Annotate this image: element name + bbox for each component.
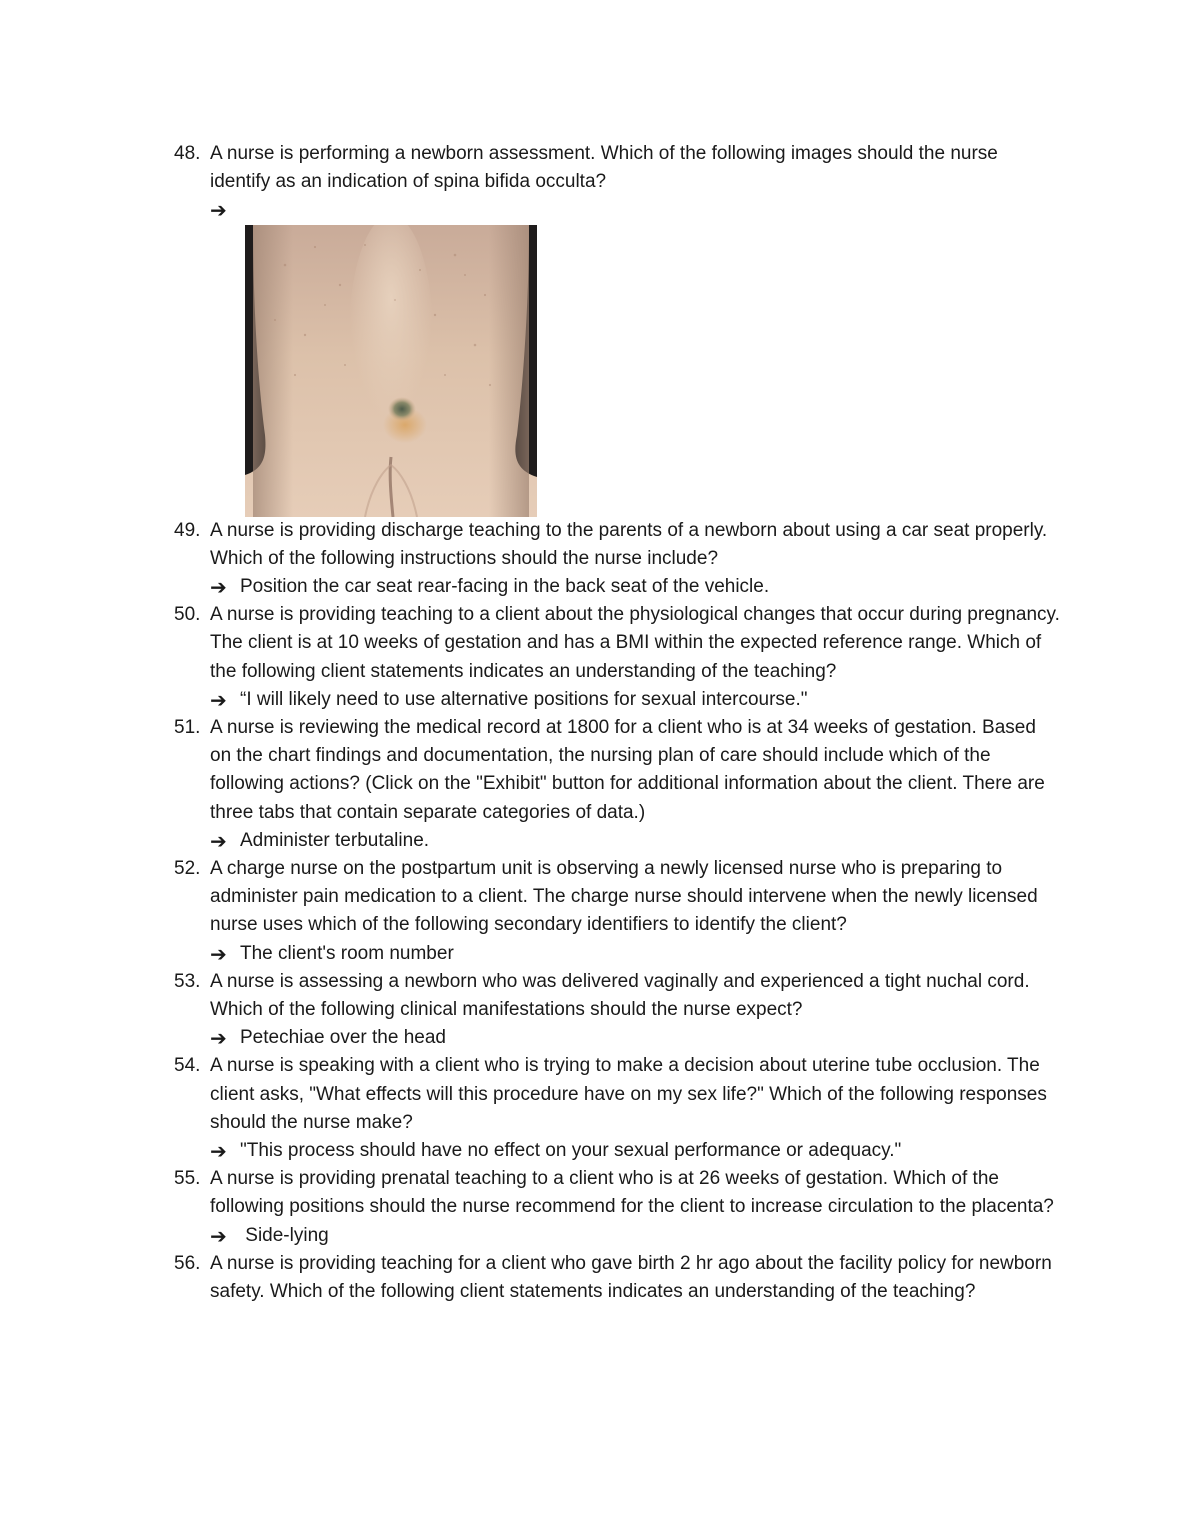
answer-text: Administer terbutaline. (240, 829, 430, 851)
answer-text: The client's room number (240, 942, 454, 964)
question-item-49 (0, 517, 1190, 602)
answer-line (210, 827, 1060, 855)
answer-line (210, 573, 1060, 601)
arrow-right-icon: ➔ (210, 828, 227, 853)
question-text: A nurse is reviewing the medical record at 1800 for a client who is at 34 weeks of gestation. Based on the chart findings and documentation, the nursing plan of care should include which of the following actions? (Click on the "Exhibit" button for additional information about the client. There are three tabs that contain separate categories of data.) (210, 717, 1045, 823)
question-number: 56. (174, 1252, 201, 1274)
arrow-right-icon: ➔ (210, 941, 227, 966)
question-item-52 (0, 855, 1190, 968)
question-item-54 (0, 1052, 1190, 1165)
arrow-right-icon: ➔ (210, 687, 227, 712)
question-item-56 (0, 1250, 1190, 1306)
arrow-right-icon: ➔ (210, 1139, 227, 1164)
question-item-53 (0, 968, 1190, 1053)
question-number: 55. (174, 1168, 201, 1190)
question-number: 52. (174, 858, 201, 880)
answer-line (210, 196, 1060, 224)
question-text: A nurse is performing a newborn assessment. Which of the following images should the nurse identify as an indication of spina bifida occulta? (210, 143, 998, 193)
question-list (0, 140, 1190, 1306)
question-text: A charge nurse on the postpartum unit is observing a newly licensed nurse who is preparing to administer pain medication to a client. The charge nurse should intervene when the newly licensed nurse uses which of the following secondary identifiers to identify the client? (210, 858, 1038, 936)
question-text: A nurse is providing teaching to a client about the physiological changes that occur during pregnancy. The client is at 10 weeks of gestation and has a BMI within the expected reference range. Which of the following client statements indicates an understanding of the teaching? (210, 604, 1060, 682)
answer-text: Petechiae over the head (240, 1027, 446, 1049)
question-item-51 (0, 714, 1190, 855)
question-number: 48. (174, 143, 201, 164)
question-text: A nurse is speaking with a client who is trying to make a decision about uterine tube occlusion. The client asks, "What effects will this procedure have on my sex life?" Which of the following responses should the nurse make? (210, 1055, 1047, 1133)
question-number: 49. (174, 519, 201, 541)
answer-line (210, 686, 1060, 714)
question-text: A nurse is providing prenatal teaching to a client who is at 26 weeks of gestation. Which of the following positions should the nurse recommend for the client to increase circulation to the placenta? (210, 1168, 1054, 1218)
newborn-lower-back-image (245, 225, 537, 517)
question-number: 51. (174, 717, 201, 739)
question-number: 54. (174, 1055, 201, 1077)
question-item-55 (0, 1165, 1190, 1250)
arrow-right-icon: ➔ (210, 575, 227, 600)
arrow-right-icon: ➔ (210, 198, 227, 223)
question-text: A nurse is providing teaching for a client who gave birth 2 hr ago about the facility policy for newborn safety. Which of the following client statements indicates an understanding of the teaching? (210, 1252, 1052, 1303)
question-number: 50. (174, 604, 201, 626)
answer-line (210, 940, 1060, 968)
arrow-right-icon: ➔ (210, 1026, 227, 1051)
question-number: 53. (174, 970, 201, 992)
answer-line (210, 1024, 1060, 1052)
answer-text: Position the car seat rear-facing in the back seat of the vehicle. (240, 576, 770, 598)
question-text: A nurse is assessing a newborn who was delivered vaginally and experienced a tight nuchal cord. Which of the following clinical manifestations should the nurse expect? (210, 970, 1030, 1021)
answer-line (210, 1137, 1060, 1165)
question-text: A nurse is providing discharge teaching to the parents of a newborn about using a car seat properly. Which of the following instructions should the nurse include? (210, 519, 1048, 569)
answer-text: “I will likely need to use alternative positions for sexual intercourse." (240, 688, 808, 710)
answer-line (210, 1222, 1060, 1250)
arrow-right-icon: ➔ (210, 1223, 227, 1248)
question-item-48 (0, 140, 1190, 517)
question-item-50 (0, 601, 1190, 714)
answer-text: "This process should have no effect on your sexual performance or adequacy." (240, 1140, 902, 1162)
answer-text: Side-lying (240, 1224, 329, 1246)
